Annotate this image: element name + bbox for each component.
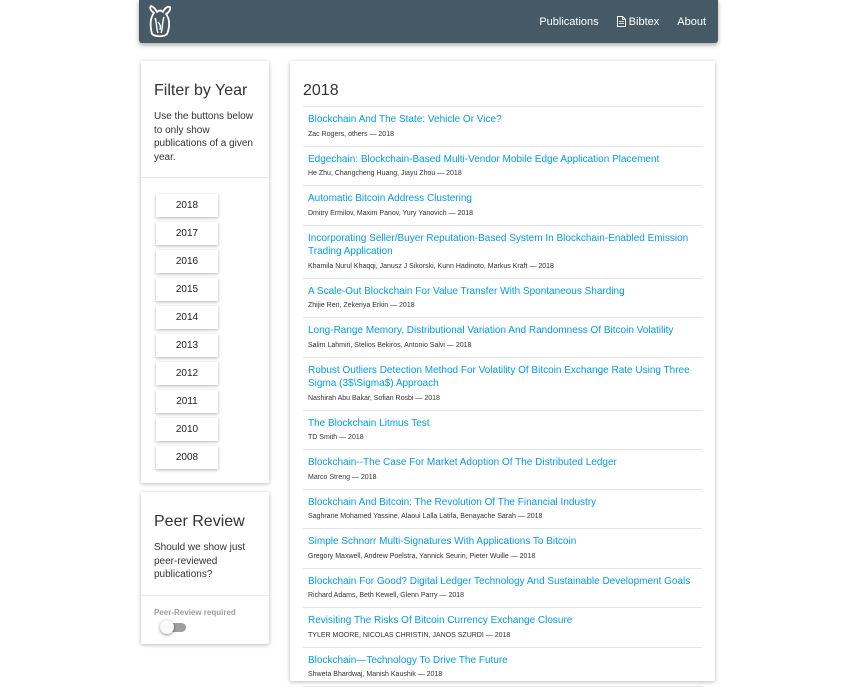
publication-item bbox=[303, 490, 702, 530]
publication-item bbox=[303, 226, 702, 279]
year-heading: 2018 bbox=[290, 61, 715, 106]
nav-about-label: About bbox=[677, 16, 706, 28]
file-icon bbox=[617, 16, 626, 27]
year-button-2011[interactable]: 2011 bbox=[156, 390, 218, 413]
publication-item bbox=[303, 608, 702, 648]
publication-item bbox=[303, 358, 702, 411]
publication-item bbox=[303, 147, 702, 187]
publication-meta: TYLER MOORE, NICOLAS CHRISTIN, JANOS SZURDI — 2018 bbox=[308, 631, 697, 641]
peer-toggle-area bbox=[141, 596, 269, 647]
publication-meta: Khamila Nurul Khaqqi, Janusz J Sikorski, Kunn Hadinoto, Markus Kraft — 2018 bbox=[308, 262, 697, 272]
publication-title-link[interactable]: The Blockchain Litmus Test bbox=[308, 417, 697, 431]
year-button-2018[interactable]: 2018 bbox=[156, 194, 218, 217]
publication-title-link[interactable]: Edgechain: Blockchain-Based Multi-Vendor Mobile Edge Application Placement bbox=[308, 153, 697, 167]
publications-card bbox=[290, 61, 715, 681]
nav-about-link[interactable] bbox=[677, 16, 706, 28]
peer-review-card bbox=[141, 492, 269, 644]
publication-item bbox=[303, 318, 702, 358]
goat-logo-icon[interactable] bbox=[146, 4, 174, 39]
top-navbar bbox=[139, 0, 718, 43]
publication-title-link[interactable]: Blockchain--The Case For Market Adoption Of The Distributed Ledger bbox=[308, 456, 697, 470]
year-button-2014[interactable]: 2014 bbox=[156, 306, 218, 329]
year-button-2015[interactable]: 2015 bbox=[156, 278, 218, 301]
publication-meta: Shweta Bhardwaj, Manish Kaushik — 2018 bbox=[308, 670, 697, 680]
publication-title-link[interactable]: Robust Outliers Detection Method For Volatility Of Bitcoin Exchange Rate Using Three Sigma (3$\Sigma$) Approach bbox=[308, 364, 697, 391]
publication-title-link[interactable]: Revisiting The Risks Of Bitcoin Currency Exchange Closure bbox=[308, 614, 697, 628]
nav-bibtex-link[interactable] bbox=[617, 16, 660, 28]
publication-meta: Zac Rogers, others — 2018 bbox=[308, 130, 697, 140]
peer-card-header bbox=[141, 492, 269, 596]
year-button-2012[interactable]: 2012 bbox=[156, 362, 218, 385]
publication-meta: Salim Lahmiri, Stelios Bekiros, Antonio Salvi — 2018 bbox=[308, 341, 697, 351]
publication-meta: Gregory Maxwell, Andrew Poelstra, Yannick Seurin, Pieter Wuille — 2018 bbox=[308, 552, 697, 562]
year-button-2017[interactable]: 2017 bbox=[156, 222, 218, 245]
year-button-2008[interactable]: 2008 bbox=[156, 446, 218, 469]
publication-item bbox=[303, 279, 702, 319]
publication-item bbox=[303, 450, 702, 490]
filter-title: Filter by Year bbox=[154, 81, 256, 101]
filter-description: Use the buttons below to only show publications of a given year. bbox=[154, 110, 256, 164]
nav-links bbox=[521, 0, 706, 43]
publication-title-link[interactable]: Blockchain—Technology To Drive The Future bbox=[308, 654, 697, 668]
peer-review-toggle[interactable] bbox=[154, 619, 190, 635]
publication-meta: Marco Streng — 2018 bbox=[308, 473, 697, 483]
publication-item bbox=[303, 529, 702, 569]
year-button-2010[interactable]: 2010 bbox=[156, 418, 218, 441]
publication-list bbox=[303, 106, 702, 687]
publication-meta: Nashirah Abu Bakar, Sofian Rosbi — 2018 bbox=[308, 394, 697, 404]
nav-bibtex-label: Bibtex bbox=[629, 16, 660, 28]
publication-title-link[interactable]: Blockchain And Bitcoin: The Revolution Of The Financial Industry bbox=[308, 496, 697, 510]
publication-item bbox=[303, 107, 702, 147]
publication-item bbox=[303, 186, 702, 226]
publication-title-link[interactable]: Blockchain For Good? Digital Ledger Technology And Sustainable Development Goals bbox=[308, 575, 697, 589]
publication-meta: He Zhu, Changcheng Huang, Jiayu Zhou — 2018 bbox=[308, 169, 697, 179]
filter-by-year-card bbox=[141, 61, 269, 483]
peer-title: Peer Review bbox=[154, 512, 256, 532]
publication-item bbox=[303, 648, 702, 687]
year-button-2013[interactable]: 2013 bbox=[156, 334, 218, 357]
publication-title-link[interactable]: A Scale-Out Blockchain For Value Transfer With Spontaneous Sharding bbox=[308, 285, 697, 299]
nav-publications-link[interactable] bbox=[539, 16, 598, 28]
publication-item bbox=[303, 411, 702, 451]
publication-meta: Saghrane Mohamed Yassine, Alaoui Lalla Latifa, Benayache Sarah — 2018 bbox=[308, 512, 697, 522]
filter-card-header bbox=[141, 61, 269, 178]
nav-publications-label: Publications bbox=[539, 16, 598, 28]
publication-meta: TD Smith — 2018 bbox=[308, 433, 697, 443]
publication-meta: Zhijie Ren, Zekeriya Erkin — 2018 bbox=[308, 301, 697, 311]
peer-description: Should we show just peer-reviewed publications? bbox=[154, 541, 256, 582]
publication-title-link[interactable]: Blockchain And The State: Vehicle Or Vice? bbox=[308, 113, 697, 127]
toggle-knob bbox=[160, 620, 174, 634]
publication-title-link[interactable]: Simple Schnorr Multi-Signatures With Applications To Bitcoin bbox=[308, 535, 697, 549]
publication-meta: Richard Adams, Beth Kewell, Glenn Parry — 2018 bbox=[308, 591, 697, 601]
publication-meta: Dmitry Ermilov, Maxim Panov, Yury Yanovich — 2018 bbox=[308, 209, 697, 219]
publication-title-link[interactable]: Automatic Bitcoin Address Clustering bbox=[308, 192, 697, 206]
year-button-list bbox=[141, 178, 269, 469]
publication-item bbox=[303, 569, 702, 609]
year-button-2016[interactable]: 2016 bbox=[156, 250, 218, 273]
publication-title-link[interactable]: Long-Range Memory, Distributional Variation And Randomness Of Bitcoin Volatility bbox=[308, 324, 697, 338]
peer-toggle-label: Peer-Review required bbox=[154, 608, 256, 617]
publication-title-link[interactable]: Incorporating Seller/Buyer Reputation-Based System In Blockchain-Enabled Emission Trading Application bbox=[308, 232, 697, 259]
